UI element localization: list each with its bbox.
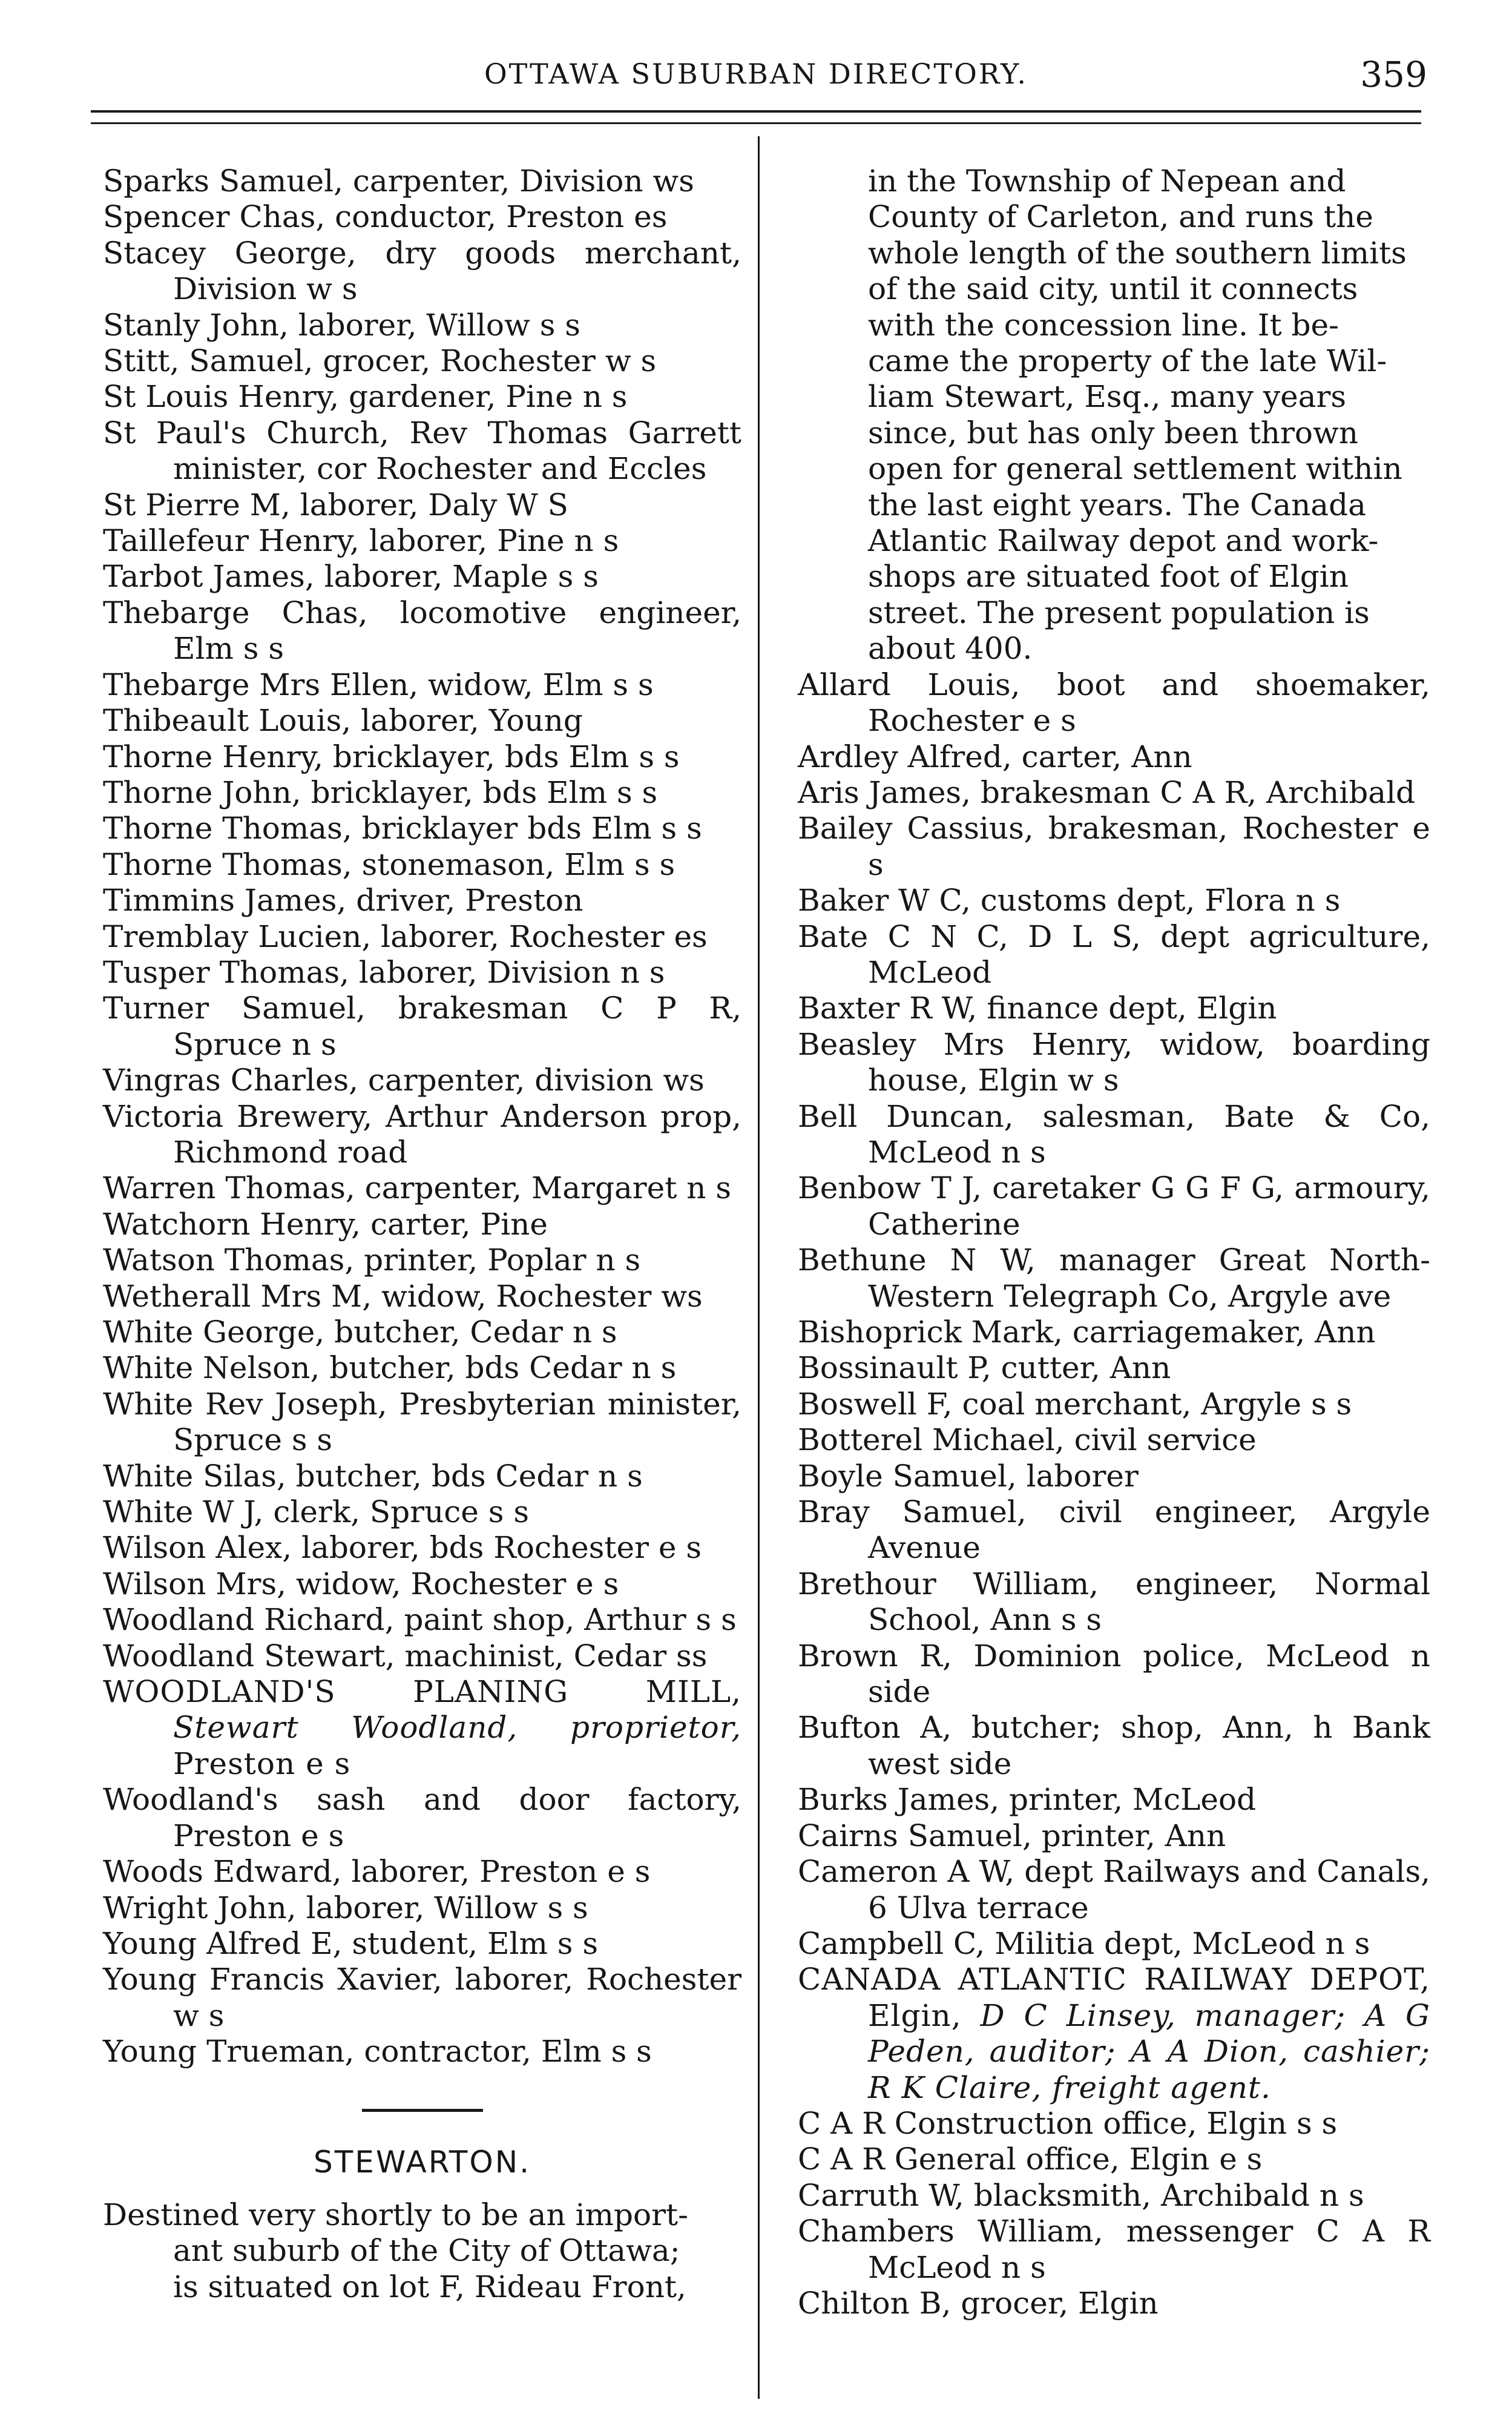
directory-entry: Botterel Michael, civil service (798, 1422, 1257, 1458)
stewarton-line: came the property of the late Wil- (868, 343, 1387, 379)
directory-entry: White George, butcher, Cedar n s (103, 1314, 617, 1350)
directory-entry: Taillefeur Henry, laborer, Pine n s (103, 523, 619, 559)
directory-entry: Thorne John, bricklayer, bds Elm s s (103, 774, 658, 810)
stewarton-description (103, 2197, 741, 2305)
directory-entry: Ardley Alfred, carter, Ann (798, 739, 1192, 774)
woodland-mill-proprietor: Stewart Woodland, proprietor, (173, 1710, 741, 1746)
header-rule (91, 110, 1421, 113)
directory-entry: Wilson Alex, laborer, bds Rochester e s (103, 1530, 702, 1566)
stewarton-description-continued (798, 163, 1430, 667)
directory-entry: Benbow T J, caretaker G G F G, armoury, Catherine (798, 1170, 1430, 1242)
directory-entry: C A R General office, Elgin e s (798, 2142, 1263, 2177)
stewarton-line: Atlantic Railway depot and work- (868, 523, 1379, 559)
woodland-mill-address: Preston e s (173, 1746, 351, 1781)
page-header (85, 54, 1427, 106)
directory-entry: Cameron A W, dept Railways and Canals, 6 Ulva terrace (798, 1854, 1430, 1925)
directory-entry: Allard Louis, boot and shoemaker, Rochester e s (798, 667, 1430, 739)
directory-entry: Brethour William, engineer, Normal School, Ann s s (798, 1566, 1430, 1638)
directory-entry: Stanly John, laborer, Willow s s (103, 307, 580, 343)
stewarton-line: the last eight years. The Canada (868, 487, 1366, 523)
stewarton-line: County of Carleton, and runs the (868, 199, 1373, 235)
stewarton-line: ant suburb of the City of Ottawa; (173, 2233, 680, 2269)
directory-entry: Turner Samuel, brakesman C P R, Spruce n s (103, 991, 741, 1062)
column-divider (758, 136, 760, 2399)
directory-entry: Woodland Richard, paint shop, Arthur s s (103, 1602, 737, 1638)
directory-entry: Watchorn Henry, carter, Pine (103, 1206, 548, 1242)
directory-entry: Bate C N C, D L S, dept agriculture, McLeod (798, 919, 1430, 990)
directory-entry: Thebarge Chas, locomotive engineer, Elm s s (103, 595, 741, 667)
stewarton-line: since, but has only been thrown (868, 415, 1359, 450)
directory-entry: Bethune N W, manager Great North-Western Telegraph Co, Argyle ave (798, 1242, 1430, 1314)
directory-entry: St Paul's Church, Rev Thomas Garrett minister, cor Rochester and Eccles (103, 415, 741, 487)
directory-entry: Wilson Mrs, widow, Rochester e s (103, 1566, 619, 1601)
directory-entry: White Rev Joseph, Presbyterian minister, Spruce s s (103, 1386, 741, 1458)
directory-entry: Tusper Thomas, laborer, Division n s (103, 954, 665, 990)
stewarton-line: about 400. (868, 631, 1033, 667)
canada-atlantic-name: CANADA ATLANTIC RAILWAY DEPOT, (798, 1962, 1430, 1997)
directory-entry: Chambers William, messenger C A R McLeod n s (798, 2214, 1430, 2285)
directory-entry: Thebarge Mrs Ellen, widow, Elm s s (103, 667, 654, 702)
directory-entry: Bray Samuel, civil engineer, Argyle Avenue (798, 1494, 1430, 1566)
section-title-stewarton: STEWARTON. (313, 2144, 531, 2180)
directory-entry: Baker W C, customs dept, Flora n s (798, 883, 1341, 919)
directory-entry: Vingras Charles, carpenter, division ws (103, 1063, 705, 1098)
directory-entry: Carruth W, blacksmith, Archibald n s (798, 2177, 1364, 2213)
woodland-mill-entry (103, 1674, 741, 1782)
directory-entry: Young Trueman, contractor, Elm s s (103, 2034, 652, 2070)
directory-entry: Bufton A, butcher; shop, Ann, h Bank west side (798, 1710, 1430, 1781)
directory-entry: Boswell F, coal merchant, Argyle s s (798, 1386, 1352, 1422)
directory-entry: Boyle Samuel, laborer (798, 1458, 1139, 1494)
left-entry-list-2 (103, 1782, 741, 2070)
directory-entry: Cairns Samuel, printer, Ann (798, 1818, 1226, 1853)
stewarton-line: in the Township of Nepean and (868, 163, 1346, 199)
directory-entry: Stitt, Samuel, grocer, Rochester w s (103, 343, 657, 379)
stewarton-line: Destined very shortly to be an import- (103, 2197, 688, 2232)
running-title: OTTAWA SUBURBAN DIRECTORY. (484, 58, 1028, 90)
directory-entry: White W J, clerk, Spruce s s (103, 1494, 529, 1530)
directory-entry: Watson Thomas, printer, Poplar n s (103, 1242, 641, 1278)
right-entry-list (798, 667, 1430, 1962)
directory-entry: Woodland Stewart, machinist, Cedar ss (103, 1638, 708, 1674)
directory-entry: Thorne Thomas, bricklayer bds Elm s s (103, 811, 702, 846)
directory-entry: Stacey George, dry goods merchant, Division w s (103, 235, 741, 307)
stewarton-line: of the said city, until it connects (868, 271, 1358, 307)
directory-entry: Thorne Thomas, stonemason, Elm s s (103, 846, 675, 882)
directory-entry: Baxter R W, finance dept, Elgin (798, 991, 1277, 1026)
directory-entry: Wetherall Mrs M, widow, Rochester ws (103, 1278, 703, 1314)
directory-entry: Bailey Cassius, brakesman, Rochester e s (798, 811, 1430, 882)
left-column (103, 163, 741, 2305)
stewarton-line: street. The present population is (868, 595, 1370, 630)
directory-entry: Young Francis Xavier, laborer, Rochester w s (103, 1962, 741, 2033)
stewarton-line: is situated on lot F, Rideau Front, (173, 2269, 686, 2304)
canada-atlantic-staff: D C Linsey, manager; A G Peden, auditor; A A Dion, cashier; R K Claire, freight agent. (868, 1997, 1430, 2105)
directory-entry: White Nelson, butcher, bds Cedar n s (103, 1350, 677, 1386)
directory-entry: St Louis Henry, gardener, Pine n s (103, 379, 628, 415)
directory-entry: Bishoprick Mark, carriagemaker, Ann (798, 1314, 1376, 1350)
stewarton-line: with the concession line. It be- (868, 307, 1339, 343)
directory-entry: Sparks Samuel, carpenter, Division ws (103, 163, 694, 199)
directory-entry: Brown R, Dominion police, McLeod n side (798, 1638, 1430, 1710)
directory-entry: Tremblay Lucien, laborer, Rochester es (103, 919, 708, 954)
left-entry-list (103, 163, 741, 1674)
directory-entry: Timmins James, driver, Preston (103, 883, 583, 919)
directory-entry: Bossinault P, cutter, Ann (798, 1350, 1171, 1386)
page-number: 359 (1360, 54, 1427, 95)
directory-entry: Woodland's sash and door factory, Preston e s (103, 1782, 741, 1853)
directory-entry: Campbell C, Militia dept, McLeod n s (798, 1925, 1370, 1961)
directory-entry: White Silas, butcher, bds Cedar n s (103, 1458, 643, 1494)
directory-entry: Beasley Mrs Henry, widow, boarding house, Elgin w s (798, 1026, 1430, 1098)
directory-entry: Bell Duncan, salesman, Bate & Co, McLeod n s (798, 1098, 1430, 1170)
directory-entry: Tarbot James, laborer, Maple s s (103, 559, 599, 595)
directory-entry: Young Alfred E, student, Elm s s (103, 1925, 598, 1961)
section-separator (362, 2109, 483, 2112)
directory-entry: St Pierre M, laborer, Daly W S (103, 487, 568, 523)
header-rule-thin (91, 122, 1421, 124)
directory-entry: Thibeault Louis, laborer, Young (103, 703, 583, 739)
directory-entry: Victoria Brewery, Arthur Anderson prop, Richmond road (103, 1098, 741, 1170)
directory-entry: Aris James, brakesman C A R, Archibald (798, 774, 1416, 810)
stewarton-line: liam Stewart, Esq., many years (868, 379, 1347, 415)
directory-entry: Warren Thomas, carpenter, Margaret n s (103, 1170, 732, 1206)
canada-atlantic-location: Elgin, (868, 1997, 962, 2033)
stewarton-line: shops are situated foot of Elgin (868, 559, 1349, 595)
right-column (798, 163, 1430, 2321)
woodland-mill-name: WOODLAND'S PLANING MILL, (103, 1674, 741, 1710)
canada-atlantic-entry (798, 1962, 1430, 2106)
directory-entry: Chilton B, grocer, Elgin (798, 2285, 1159, 2321)
directory-entry: Woods Edward, laborer, Preston e s (103, 1854, 651, 1890)
directory-entry: Spencer Chas, conductor, Preston es (103, 199, 668, 235)
directory-entry: Wright John, laborer, Willow s s (103, 1890, 588, 1925)
directory-entry: Burks James, printer, McLeod (798, 1782, 1257, 1818)
stewarton-line: open for general settlement within (868, 451, 1402, 487)
stewarton-line: whole length of the southern limits (868, 235, 1407, 271)
right-entry-list-2 (798, 2106, 1430, 2321)
directory-entry: C A R Construction office, Elgin s s (798, 2105, 1338, 2141)
directory-entry: Thorne Henry, bricklayer, bds Elm s s (103, 739, 680, 774)
